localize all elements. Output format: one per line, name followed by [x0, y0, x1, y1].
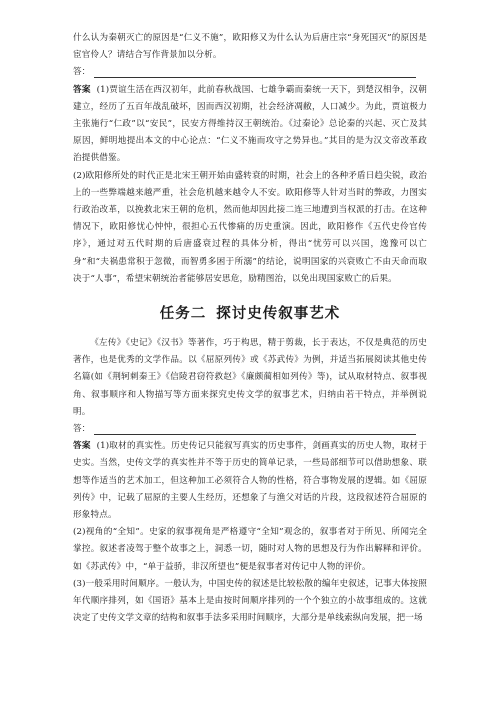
answer-paragraph: (2)欧阳修所处的时代正是北宋王朝开始由盛转衰的时期，社会上的各种矛盾日趋尖锐，政治上的一些弊端越来越严重，社会危机越来越令人不安。欧阳修等人针对当时的弊政，力图实行政治改革，以挽救北宋王朝的危机，然而他却因此接二连三地遭到当权派的打击。在这种情况下，欧阳修忧心忡忡，很担心五代惨痛的历史重演。因此，欧阳修作《五代史伶官传序》，通过对五代时期的后唐盛衰过程的具体分析，得出“忧劳可以兴国，逸豫可以亡身”和“夫祸患常积于忽微，而智勇多困于所溺”的结论，说明国家的兴衰败亡不由天命而取决于“人事”，希望宋朝统治者能够居安思危，励精图治，以免出现国家败亡的后果。: [73, 170, 427, 284]
section-title: [73, 302, 427, 323]
answer-label: 答案: [73, 441, 91, 452]
answer-blank-label: 答：: [73, 67, 91, 78]
answer-line[interactable]: [94, 425, 416, 435]
answer-paragraph: (2)视角的“全知”。史家的叙事视角是严格遵守“全知”观念的，叙事者对于所见、所闻完全掌控。叙述者凌驾于整个故事之上，洞悉一切，随时对人物的思想及行为作出解释和评价。如《苏武传》中，“单于益骄，非汉所望也”便是叙事者对传记中人物的评价。: [73, 527, 427, 572]
section-number: 任务二: [159, 306, 207, 323]
answer-label: 答案: [73, 84, 91, 95]
answer-paragraph: [73, 82, 427, 168]
answer-blank-label: 答：: [73, 424, 91, 435]
document-page: [73, 30, 427, 628]
answer-blank: [73, 64, 427, 81]
answer-paragraph: (3)一般采用时间顺序。一般认为，中国史传的叙述是比较松散的编年史叙述，记事大体按照年代顺序排列，如《国语》基本上是由按时间顺序排列的一个个独立的小故事组成的。这就决定了史传文学文章的结构和叙事手法多采用时间顺序，大部分是单线索纵向发展，把一场: [73, 578, 427, 624]
answer-block-1: [73, 82, 427, 288]
question-text: 什么认为秦朝灭亡的原因是“仁义不施”，欧阳修又为什么认为后唐庄宗“身死国灭”的原因是宦官伶人？请结合写作背景加以分析。: [73, 33, 427, 61]
answer-text: (1)贾谊生活在西汉初年，此前春秋战国、七雄争霸而秦统一天下，到楚汉相争，汉朝建立，经历了五百年战乱破坏，因而西汉初期，社会经济凋敝，人口减少。为此，贾谊极力主张施行“仁政”以“安民”，民安方得维持汉王朝统治。《过秦论》总论秦的兴起、灭亡及其原因，鲜明地提出本文的中心论点：“仁义不施而攻守之势异也。”其目的是为汉文帝改革政治提供借鉴。: [73, 84, 427, 164]
answer-block-2: [73, 438, 427, 627]
answer-paragraph: [73, 438, 427, 524]
section-heading: 探讨史传叙事艺术: [216, 306, 341, 323]
task-prompt: 《左传》《史记》《汉书》等著作，巧于构思，精于剪裁，长于表达，不仅是典范的历史著作，也是优秀的文学作品。以《屈原列传》或《苏武传》为例，并适当拓展阅读其他史传名篇(如《荆轲刺秦王》《信陵君窃符救赵》《廉颇蔺相如列传》等)，试从取材特点、叙事视角、叙事顺序和人物描写等方面来探究史传文学的叙事艺术，归纳由若干特点，并举例说明。: [73, 338, 427, 417]
answer-blank: [73, 421, 427, 438]
answer-text: (1)取材的真实性。历史传记只能叙写真实的历史事件，剑画真实的历史人物，取材于史实。当然，史传文学的真实性并不等于历史的简单记录，一些局部细节可以借助想象、联想等作适当的艺术加工，但这种加工必须符合人物的性格，符合事物发展的逻辑。如《屈原列传》中，记载了屈原的主要人生经历，还想象了与渔父对话的片段，这段叙述符合屈原的形象特点。: [73, 441, 427, 521]
answer-line[interactable]: [94, 68, 416, 78]
